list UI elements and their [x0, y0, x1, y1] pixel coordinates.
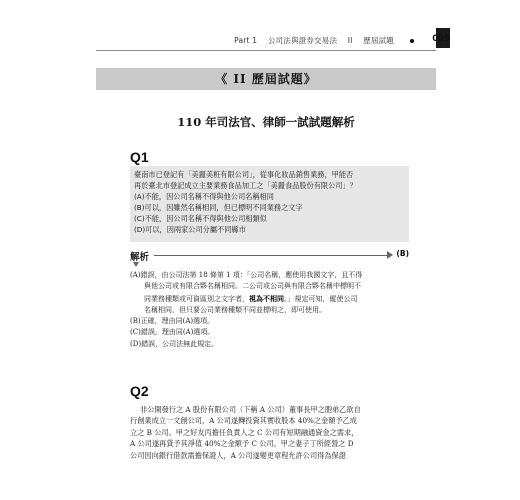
explanation-text: 。」規定可知，縱使公司: [284, 294, 358, 303]
section-banner: [96, 68, 436, 90]
answer-row: [130, 249, 409, 261]
question-1-stem-line: 臺南市已登記有「美麗美粧有限公司」，從事化妝品銷售業務，甲能否: [134, 170, 354, 179]
answer-divider-line: [154, 255, 387, 256]
option-b: (B)可以，因雖然名稱相同，但已標明不同業務之文字: [134, 203, 303, 212]
answer-label: 解析: [130, 252, 150, 263]
explanation-line: [130, 293, 412, 305]
answer-key: (B): [396, 249, 409, 258]
header-part-title: 公司法與證券交易法: [267, 36, 338, 45]
explanation-line: 名稱相同，但只要公司業務種類不同並標明之，即可使用。: [144, 305, 326, 314]
explanation-block: [130, 270, 412, 350]
explanation-text: 同業務種類或可資區別之文字者，: [144, 294, 249, 303]
question-2-line: 公司因向銀行借款需擔保證人，A 公司遂變更章程允許公司得為保證: [130, 450, 346, 460]
page-number: 005: [432, 34, 450, 44]
question-1-label: Q1: [130, 149, 149, 165]
header-section: II: [347, 36, 353, 45]
explanation-emphasis: 視為不相同: [249, 293, 284, 303]
option-c: (C)不能，因公司名稱不得與他公司相類似: [134, 214, 267, 223]
arrow-right-icon: [387, 251, 393, 259]
explanation-line: (B)正確，理由同(A)選項。: [130, 317, 215, 326]
question-2-line: 非公開發行之 A 股份有限公司（下稱 A 公司）董事長甲之胞弟乙欲自: [140, 405, 361, 414]
question-2-line: 行創業成立一文創公司，A 公司遂轉投資其實收股本 40%之金額予乙成: [130, 416, 357, 426]
exam-subtitle: 110 年司法官、律師一試試題解析: [177, 115, 355, 129]
arrow-down-icon: [133, 262, 139, 267]
explanation-line: 與他公司或有限合夥名稱相同。二公司或公司與有限合夥名稱中標明不: [144, 282, 361, 291]
header-part: Part 1: [234, 36, 258, 45]
question-2-line: A 公司遂再貸予其淨值 40%之金額予 C 公司。甲之妻子丁所經營之 D: [130, 439, 354, 449]
question-2-label: Q2: [130, 383, 149, 399]
question-2-text: [130, 404, 412, 461]
explanation-line: (D)錯誤，公司法無此規定。: [130, 339, 219, 348]
running-header-text: [234, 35, 394, 46]
question-1-box: [130, 166, 409, 242]
explanation-line: (A)錯誤，由公司法第 18 條第 1 項：「公司名稱，應使用我國文字，且不得: [130, 271, 363, 279]
running-header: [96, 34, 450, 51]
explanation-line: (C)錯誤，理由同(A)選項。: [130, 328, 215, 337]
question-1-stem-line: 再於臺北市登記成立主要業務食品加工之「美麗食品股份有限公司」？: [134, 181, 357, 190]
section-banner-title: 《 II 歷屆試題》: [215, 72, 317, 86]
option-a: (A)不能，因公司名稱不得與他公司名稱相同: [134, 192, 274, 201]
option-d: (D)可以，因兩家公司分屬不同縣市: [134, 225, 246, 234]
header-section-title: 歷屆試題: [363, 36, 394, 45]
question-2-line: 立之 B 公司。甲之好友丙擔任負責人之 C 公司有短期融通資金之需求，: [130, 427, 359, 437]
page-number-bullet: [410, 39, 414, 43]
